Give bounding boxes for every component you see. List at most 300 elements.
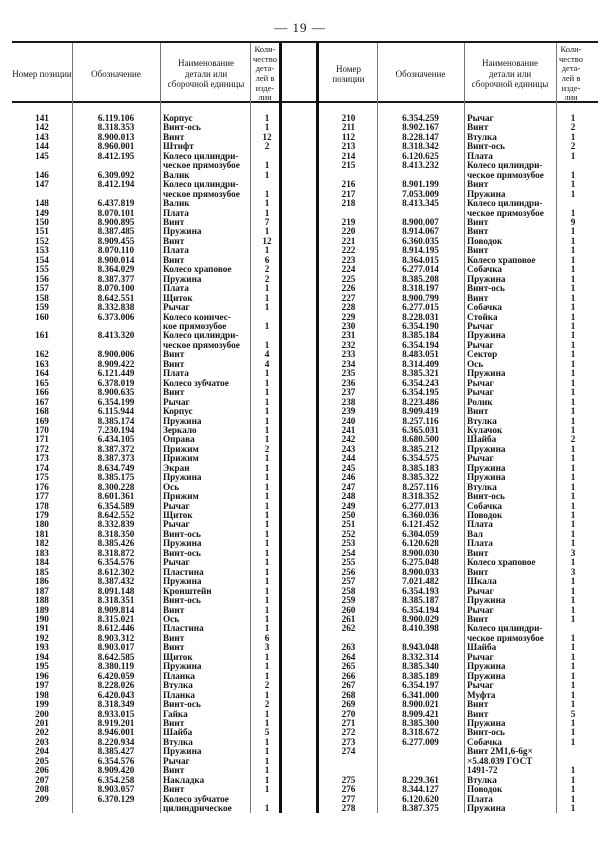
position-number: 274 — [341, 746, 356, 757]
table-row — [12, 388, 281, 397]
quantity: 3 — [570, 547, 576, 558]
part-name-line: Щиток — [163, 510, 193, 521]
designation-code: 8.612.446 — [97, 623, 135, 634]
position-number: 153 — [35, 245, 49, 256]
table-row — [12, 313, 281, 332]
part-name-line: Рычаг — [163, 302, 190, 313]
part-name-line: Колесо цилиндри- — [163, 330, 239, 341]
part-name-line: Рычаг — [467, 113, 494, 123]
table-row — [12, 520, 281, 529]
designation-code: 8.909.419 — [402, 406, 439, 417]
quantity: 12 — [262, 131, 272, 142]
position-number: 228 — [341, 302, 356, 313]
table-row — [320, 691, 587, 700]
position-number: 194 — [35, 651, 49, 662]
part-name-line: Колесо цилиндри- — [467, 198, 543, 209]
quantity: 1 — [264, 198, 270, 209]
part-name-line: Сектор — [467, 349, 498, 360]
position-number: 278 — [341, 803, 356, 814]
position-number: 269 — [341, 699, 356, 710]
designation-code: 6.304.059 — [402, 528, 439, 539]
header-position: Номер позиции — [12, 68, 72, 79]
designation-code: 8.642.551 — [97, 292, 135, 303]
part-name-line: Плата — [163, 245, 189, 256]
table-row — [12, 246, 281, 255]
table-row — [12, 256, 281, 265]
position-number: 233 — [341, 349, 356, 360]
position-number: 204 — [35, 746, 49, 757]
part-name-line: Колесо храповое — [467, 557, 536, 568]
part-name-line: Оправа — [163, 434, 195, 445]
part-name-line: ческое прямозубое — [163, 188, 240, 199]
table-row — [320, 190, 587, 199]
quantity: 1 — [264, 188, 270, 199]
part-name-line: Валик — [163, 169, 190, 180]
part-name-line: Винт — [467, 566, 489, 577]
designation-code: 7.230.194 — [97, 424, 135, 435]
designation-code: 6.354.194 — [402, 604, 439, 615]
table-row — [320, 483, 587, 492]
part-name-line: Винт — [163, 349, 185, 360]
position-number: 147 — [35, 179, 49, 190]
part-name-line: Рычаг — [467, 651, 494, 662]
table-row — [12, 237, 281, 246]
part-name-line: Корпус — [163, 406, 193, 417]
designation-code: 8.914.067 — [402, 226, 439, 237]
quantity: 1 — [570, 727, 576, 738]
table-row — [12, 473, 281, 482]
quantity: 1 — [264, 538, 270, 549]
quantity: 1 — [264, 415, 270, 426]
quantity: 6 — [264, 632, 270, 643]
designation-code: 8.385.184 — [402, 330, 439, 341]
table-row — [320, 502, 587, 511]
position-number: 184 — [35, 557, 49, 568]
position-number: 191 — [35, 623, 49, 634]
quantity: 1 — [570, 179, 576, 190]
position-number: 247 — [341, 481, 356, 492]
designation-code: 8.933.015 — [97, 708, 135, 719]
designation-code: 6.420.043 — [97, 689, 135, 700]
position-number: 190 — [35, 614, 49, 625]
designation-code: 8.413.232 — [402, 160, 439, 171]
designation-code: 8.318.351 — [97, 595, 135, 606]
position-number: 224 — [341, 264, 356, 275]
position-number: 163 — [35, 358, 49, 369]
part-name-line: Щиток — [163, 292, 193, 303]
position-number: 239 — [341, 406, 356, 417]
position-number: 243 — [341, 443, 356, 454]
quantity: 1 — [570, 462, 576, 473]
table-row — [320, 795, 587, 804]
position-number: 199 — [35, 699, 49, 710]
part-name-line: Пружина — [163, 415, 202, 426]
quantity: 1 — [264, 755, 270, 766]
position-number: 112 — [341, 131, 356, 142]
position-number: 232 — [341, 339, 356, 350]
table-row — [320, 530, 587, 539]
table-row — [320, 615, 587, 624]
table-row — [12, 350, 281, 359]
part-name-line: Собачка — [467, 500, 502, 511]
designation-code: 8.385.187 — [402, 595, 439, 606]
part-name-line: ческое прямозубое — [467, 207, 544, 218]
table-row — [12, 303, 281, 312]
part-name — [160, 331, 253, 350]
quantity: 1 — [570, 595, 576, 606]
table-row — [12, 360, 281, 369]
quantity: 1 — [570, 699, 576, 710]
designation-code: 8.318.197 — [402, 283, 439, 294]
position-number: 162 — [35, 349, 49, 360]
table-row — [320, 539, 587, 548]
designation-code: 6.354.589 — [97, 500, 135, 511]
table-row — [12, 728, 281, 737]
designation-code: 8.385.174 — [97, 415, 135, 426]
left-parts-table — [12, 114, 281, 814]
part-name-line: Колесо зубчатое — [163, 793, 229, 804]
table-row — [320, 435, 587, 444]
position-number: 142 — [35, 122, 49, 133]
designation-code: 8.318.353 — [97, 122, 135, 133]
designation-code: 8.385.183 — [402, 462, 439, 473]
designation-code: 6.373.006 — [97, 311, 135, 322]
position-number: 179 — [35, 510, 49, 521]
position-number: 189 — [35, 604, 49, 615]
table-row — [320, 558, 587, 567]
designation-code: 8.900.033 — [402, 566, 439, 577]
quantity: 2 — [264, 699, 270, 710]
part-name-line: Винт-ось — [163, 122, 201, 133]
table-row — [320, 284, 587, 293]
position-number: 203 — [35, 736, 49, 747]
quantity: 1 — [264, 472, 270, 483]
designation-code: 8.909.422 — [97, 358, 135, 369]
table-row — [320, 520, 587, 529]
table-row — [320, 728, 587, 737]
quantity: 1 — [570, 784, 576, 795]
quantity: 1 — [570, 472, 576, 483]
designation-code: 8.642.585 — [97, 651, 135, 662]
part-name-line: Винт — [163, 235, 185, 246]
part-name-line: Рычаг — [467, 453, 494, 464]
part-name-line: Рычаг — [467, 377, 494, 388]
quantity: 1 — [570, 443, 576, 454]
quantity: 1 — [570, 207, 576, 218]
position-number: 261 — [341, 614, 356, 625]
designation-code: 8.919.201 — [97, 718, 135, 728]
table-row — [12, 577, 281, 586]
quantity: 1 — [570, 453, 576, 464]
part-name-line: Пружина — [163, 661, 202, 672]
position-number: 251 — [341, 519, 356, 530]
quantity: 4 — [264, 358, 270, 369]
table-row — [320, 114, 587, 123]
part-name-line: Пружина — [163, 472, 202, 483]
part-name-line: ческое прямозубое — [163, 160, 240, 171]
part-name-line: Втулка — [163, 736, 193, 747]
table-row — [12, 691, 281, 700]
designation-code: 8.387.372 — [97, 443, 135, 454]
part-name — [464, 804, 559, 813]
position-number: 231 — [341, 330, 356, 341]
part-name-line: Плата — [163, 283, 189, 294]
quantity: 1 — [570, 680, 576, 691]
position-number: 219 — [341, 216, 356, 227]
position-number: 266 — [341, 670, 356, 681]
table-row — [12, 492, 281, 501]
quantity: 1 — [570, 406, 576, 417]
designation-code: 6.120.620 — [402, 793, 439, 804]
table-row — [320, 199, 587, 218]
quantity: 1 — [264, 557, 270, 568]
designation-code: 8.364.015 — [402, 254, 439, 265]
part-name-line: Колесо зубчатое — [163, 377, 229, 388]
part-name-line: Винт — [467, 614, 489, 625]
table-row — [320, 511, 587, 520]
position-number: 143 — [35, 131, 49, 142]
header-designation: Обозначение — [395, 68, 446, 79]
part-name — [464, 199, 559, 218]
position-number: 150 — [35, 216, 49, 227]
position-number: 250 — [341, 510, 356, 521]
designation-code: 6.354.197 — [402, 680, 439, 691]
quantity: 1 — [264, 708, 270, 719]
part-name-line: Шайба — [467, 434, 497, 445]
designation-code: 8.914.195 — [402, 245, 439, 256]
designation-code: 6.378.019 — [97, 377, 135, 388]
part-name-line: Пружина — [163, 226, 202, 237]
position-number: 175 — [35, 472, 49, 483]
quantity: 1 — [570, 273, 576, 284]
designation-code: 8.318.349 — [97, 699, 135, 710]
designation-code: 8.318.350 — [97, 528, 135, 539]
quantity: 1 — [570, 803, 576, 814]
table-row — [12, 114, 281, 123]
designation-code: 6.437.819 — [97, 198, 135, 209]
designation-code: 8.228.031 — [402, 311, 439, 322]
designation-code: 6.119.106 — [97, 113, 135, 123]
position-number: 216 — [341, 179, 356, 190]
designation-code: 8.385.208 — [402, 273, 439, 284]
quantity: 12 — [262, 235, 272, 246]
designation-code: 8.900.635 — [97, 387, 135, 398]
part-name-line: Винт — [467, 547, 489, 558]
position-number: 167 — [35, 396, 49, 407]
position-number: 236 — [341, 377, 356, 388]
designation-code: 8.943.048 — [402, 642, 439, 653]
table-row — [320, 662, 587, 671]
position-number: 161 — [35, 330, 49, 341]
quantity: 1 — [570, 661, 576, 672]
part-name — [160, 152, 253, 171]
part-name-line: Колесо цилиндри- — [467, 160, 543, 171]
part-name-line: Рычаг — [467, 387, 494, 398]
position-number: 166 — [35, 387, 49, 398]
table-row — [320, 161, 587, 180]
designation-code: 8.909.814 — [97, 604, 135, 615]
quantity: 2 — [264, 264, 270, 275]
part-name-line: Пластина — [163, 623, 204, 634]
table-row — [12, 502, 281, 511]
table-row — [320, 643, 587, 652]
part-name-line: Пластина — [163, 566, 204, 577]
position-number: 195 — [35, 661, 49, 672]
table-row — [320, 738, 587, 747]
quantity: 1 — [264, 519, 270, 530]
quantity: 1 — [570, 358, 576, 369]
position-number: 149 — [35, 207, 49, 218]
part-name-line: Винт-ось — [163, 699, 201, 710]
part-name-line: Рычаг — [163, 519, 190, 530]
position-number: 222 — [341, 245, 356, 256]
designation-code: 8.946.001 — [97, 727, 135, 738]
part-name-line: Рычаг — [467, 320, 494, 331]
quantity: 1 — [570, 264, 576, 275]
position-number: 238 — [341, 396, 356, 407]
position-number: 260 — [341, 604, 356, 615]
position-number: 160 — [35, 311, 49, 322]
designation-code: 8.318.352 — [402, 491, 439, 502]
table-row — [320, 653, 587, 662]
designation-code: 8.344.127 — [402, 784, 439, 795]
quantity: 1 — [570, 283, 576, 294]
part-name-line: Винт — [163, 718, 185, 728]
page-number: — 19 — — [274, 20, 326, 35]
part-name-line: Планка — [163, 689, 195, 700]
designation-code: 8.900.007 — [402, 216, 439, 227]
table-row — [320, 322, 587, 331]
part-name-line: Рычаг — [467, 339, 494, 350]
part-name-line: Пружина — [467, 188, 506, 199]
part-name-line: Экран — [163, 462, 190, 473]
part-name — [160, 180, 253, 199]
part-name-line: Плата — [163, 368, 189, 379]
part-name-line: Колесо цилиндри- — [467, 623, 543, 634]
part-name-line: Муфта — [467, 689, 496, 700]
header-name: Наименование детали или сборочной единицы — [167, 58, 245, 90]
quantity: 1 — [264, 604, 270, 615]
table-row — [12, 398, 281, 407]
position-number: 183 — [35, 547, 49, 558]
table-row — [12, 757, 281, 766]
position-number: 152 — [35, 235, 49, 246]
table-row — [12, 747, 281, 756]
position-number: 234 — [341, 358, 356, 369]
quantity: 2 — [264, 443, 270, 454]
part-name-line: Стойка — [467, 311, 498, 322]
table-top-rule — [12, 41, 598, 43]
designation-code: 8.901.199 — [402, 179, 439, 190]
part-name-line: Пружина — [467, 273, 506, 284]
position-number: 196 — [35, 670, 49, 681]
part-name-line: Пружина — [467, 718, 506, 728]
designation-code: 8.387.377 — [97, 273, 135, 284]
table-row — [12, 766, 281, 775]
quantity: 1 — [570, 604, 576, 615]
part-name-line: Пружина — [467, 595, 506, 606]
position-number: 174 — [35, 462, 49, 473]
designation-code: 8.314.409 — [402, 358, 439, 369]
position-number: 193 — [35, 642, 49, 653]
designation-code: 8.387.485 — [97, 226, 135, 237]
position-number: 164 — [35, 368, 49, 379]
table-row — [320, 379, 587, 388]
part-name-line: Рычаг — [163, 557, 190, 568]
part-name-line: Шайба — [467, 642, 497, 653]
designation-code: 8.228.026 — [97, 680, 135, 691]
part-name-line: 1491-72 — [467, 765, 498, 776]
quantity: 1 — [264, 528, 270, 539]
table-row — [320, 256, 587, 265]
quantity: 1 — [264, 576, 270, 587]
part-name-line: Накладка — [163, 774, 205, 785]
designation-code: 8.385.300 — [402, 718, 439, 728]
part-name-line: Винт-ось — [163, 547, 201, 558]
table-row — [12, 464, 281, 473]
part-name-line: Зеркало — [163, 424, 197, 435]
quantity: 1 — [570, 387, 576, 398]
table-row — [12, 284, 281, 293]
quantity: 1 — [264, 718, 270, 728]
table-row — [320, 672, 587, 681]
designation-code: 6.354.194 — [402, 339, 439, 350]
table-row — [12, 558, 281, 567]
quantity: 1 — [570, 245, 576, 256]
quantity: 1 — [570, 424, 576, 435]
designation-code: 8.909.421 — [402, 708, 439, 719]
part-name — [464, 161, 559, 180]
table-row — [320, 275, 587, 284]
designation-code: 8.070.110 — [97, 245, 135, 256]
part-name-line: Вал — [467, 528, 483, 539]
quantity: 1 — [264, 736, 270, 747]
designation-code: 8.300.228 — [97, 481, 135, 492]
header-designation: Обозначение — [91, 68, 141, 79]
quantity: 1 — [264, 320, 270, 331]
designation-code: 6.360.035 — [402, 235, 439, 246]
quantity: 1 — [264, 169, 270, 180]
part-name-line: Рычаг — [467, 604, 494, 615]
part-name-line: Винт — [163, 254, 185, 265]
position-number: 240 — [341, 415, 356, 426]
part-name-line: Пружина — [467, 462, 506, 473]
designation-code: 8.900.799 — [402, 292, 439, 303]
quantity: 1 — [570, 793, 576, 804]
part-name-line: Корпус — [163, 113, 193, 123]
quantity: 1 — [264, 113, 270, 123]
part-name-line: Валик — [163, 198, 190, 209]
quantity: 1 — [264, 803, 270, 814]
position-number: 156 — [35, 273, 49, 284]
designation-code: 8.318.672 — [402, 727, 439, 738]
quantity: 1 — [570, 614, 576, 625]
table-row — [12, 123, 281, 132]
table-row — [12, 369, 281, 378]
part-name-line: Штифт — [163, 141, 194, 152]
quantity: 1 — [264, 547, 270, 558]
quantity: 1 — [264, 774, 270, 785]
part-name-line: Винт — [163, 216, 185, 227]
position-number: 192 — [35, 632, 49, 643]
part-name-line: Щиток — [163, 651, 193, 662]
table-row — [320, 710, 587, 719]
designation-code: 8.318.342 — [402, 141, 439, 152]
designation-code: 7.021.482 — [402, 576, 439, 587]
part-name-line: ческое прямозубое — [467, 632, 544, 643]
designation-code: 8.412.195 — [97, 150, 135, 161]
table-row — [12, 199, 281, 208]
